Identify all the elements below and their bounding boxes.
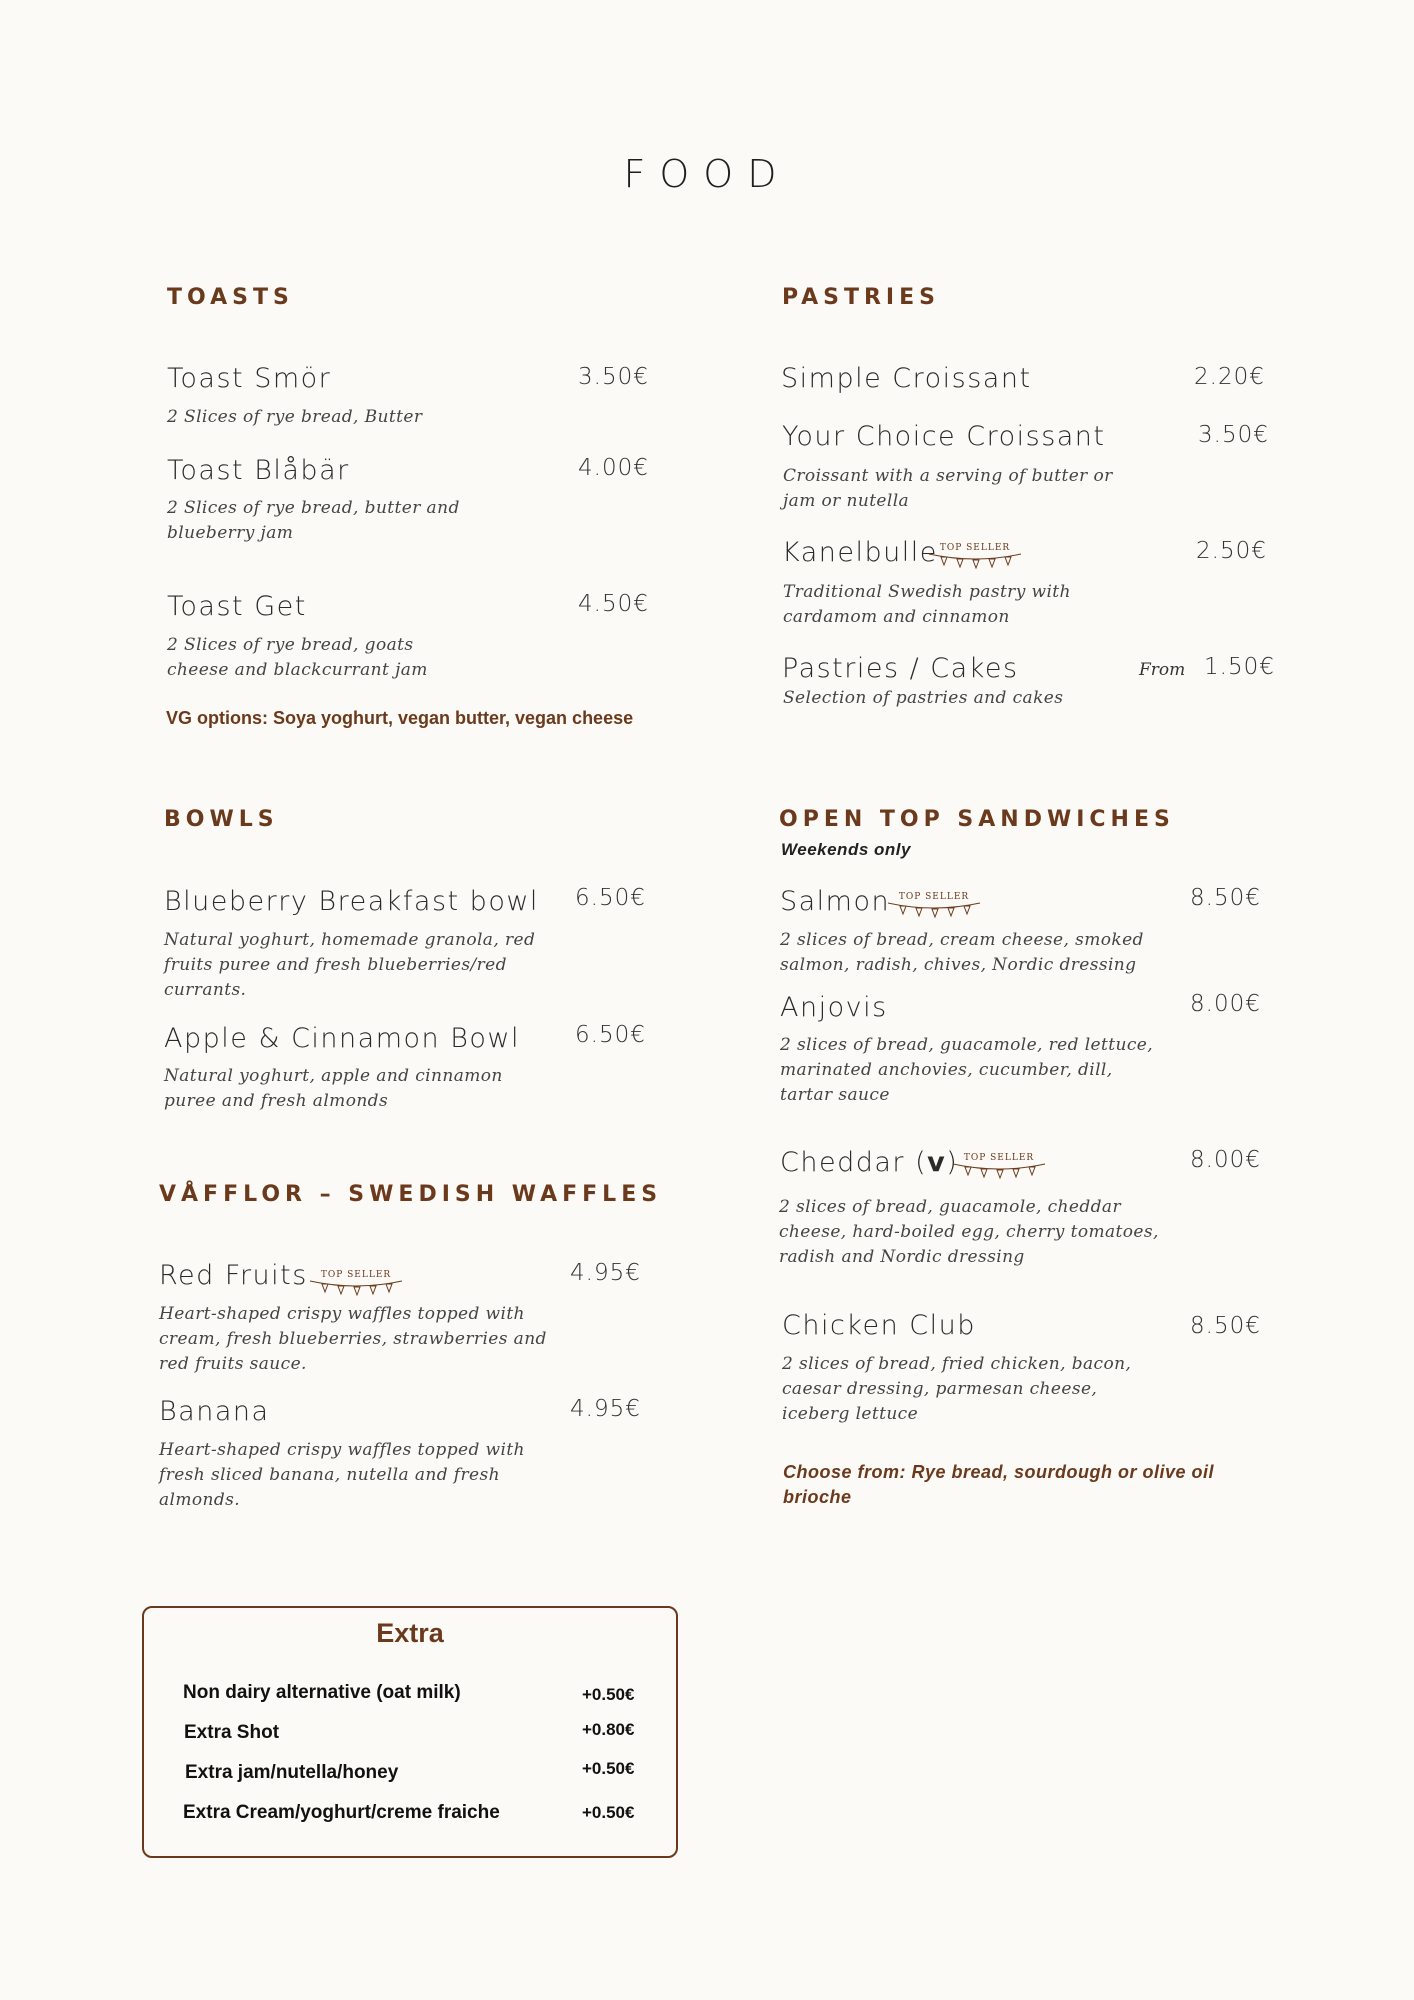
top-seller-bunting-icon [308, 1265, 404, 1303]
menu-item-description: Natural yoghurt, apple and cinnamon puree and fresh almonds [164, 1066, 503, 1111]
extras-title: Extra [376, 1618, 444, 1648]
weekends-only-note: Weekends only [781, 840, 911, 859]
menu-item-price: 8.00€ [1190, 991, 1261, 1017]
section-heading-toasts: TOASTS [167, 285, 294, 310]
menu-item-name: Toast Get [167, 591, 307, 622]
extra-item-name: Extra Cream/yoghurt/creme fraiche [183, 1802, 500, 1823]
menu-item-price: 2.50€ [1196, 538, 1267, 564]
section-heading-pastries: PASTRIES [782, 285, 940, 310]
top-seller-bunting-icon [951, 1148, 1047, 1186]
menu-item-name: Pastries / Cakes [782, 653, 1019, 684]
menu-item-description: Natural yoghurt, homemade granola, red fruits puree and fresh blueberries/red currants. [164, 930, 536, 1000]
menu-item-description: 2 slices of bread, cream cheese, smoked salmon, radish, chives, Nordic dressing [780, 930, 1144, 975]
menu-item-price: 8.00€ [1190, 1147, 1261, 1173]
menu-item-price: 4.50€ [578, 591, 649, 617]
menu-item-price: 8.50€ [1190, 885, 1261, 911]
menu-item-price: 4.95€ [570, 1260, 641, 1286]
menu-item-name: Salmon [780, 886, 891, 917]
menu-item-description: Heart-shaped crispy waffles topped with cream, fresh blueberries, strawberries and red fruits sauce. [159, 1304, 547, 1374]
menu-item-description: 2 slices of bread, guacamole, cheddar cheese, hard-boiled egg, cherry tomatoes, radish and Nordic dressing [779, 1197, 1159, 1267]
menu-item-name: Red Fruits [159, 1260, 308, 1291]
menu-item-description: 2 slices of bread, guacamole, red lettuce, marinated anchovies, cucumber, dill, tartar sauce [780, 1035, 1154, 1105]
menu-item-name: Simple Croissant [781, 363, 1032, 394]
menu-item-price: 6.50€ [575, 885, 646, 911]
menu-item-price: 3.50€ [1198, 422, 1269, 448]
vegetarian-mark: v [927, 1147, 947, 1178]
menu-item-price: 4.95€ [570, 1396, 641, 1422]
menu-item-description: Heart-shaped crispy waffles topped with fresh sliced banana, nutella and fresh almonds. [159, 1440, 525, 1510]
menu-item-description: 2 Slices of rye bread, Butter [167, 407, 423, 427]
menu-item-price: 6.50€ [575, 1022, 646, 1048]
section-heading-bowls: BOWLS [164, 807, 279, 832]
menu-item-name: Cheddar (v) [780, 1147, 959, 1178]
menu-item-description: Croissant with a serving of butter or jam or nutella [783, 466, 1113, 511]
menu-item-name: Your Choice Croissant [782, 421, 1106, 452]
menu-item-name: Anjovis [780, 992, 888, 1023]
menu-item-description: Selection of pastries and cakes [783, 688, 1064, 708]
section-heading-waffles: VÅFFLOR – SWEDISH WAFFLES [159, 1182, 663, 1207]
bread-choice-note: Choose from: Rye bread, sourdough or olive oil brioche [783, 1462, 1215, 1507]
extra-item-price: +0.50€ [582, 1685, 635, 1704]
menu-item-name: Toast Smör [167, 363, 332, 394]
menu-item-description: 2 slices of bread, fried chicken, bacon, caesar dressing, parmesan cheese, iceberg lettuce [782, 1354, 1132, 1424]
top-seller-bunting-icon [927, 538, 1023, 576]
extra-item-price: +0.50€ [582, 1803, 635, 1822]
vegan-options-note: VG options: Soya yoghurt, vegan butter, vegan cheese [166, 708, 634, 728]
price-prefix: From [1139, 660, 1186, 680]
menu-item-price: 4.00€ [578, 455, 649, 481]
page-title: FOOD [623, 152, 791, 196]
extra-item-name: Extra jam/nutella/honey [185, 1762, 399, 1783]
extra-item-price: +0.50€ [582, 1759, 635, 1778]
menu-item-name: Toast Blåbär [167, 455, 350, 486]
extra-item-name: Non dairy alternative (oat milk) [183, 1682, 461, 1703]
menu-item-name: Blueberry Breakfast bowl [164, 886, 539, 917]
extra-item-name: Extra Shot [184, 1722, 280, 1743]
menu-item-price: 2.20€ [1194, 364, 1265, 390]
menu-item-description: 2 Slices of rye bread, goats cheese and blackcurrant jam [167, 635, 428, 680]
svg-text:TOP SELLER: TOP SELLER [320, 1270, 392, 1280]
menu-item-price: 1.50€ [1204, 654, 1275, 680]
extra-item-price: +0.80€ [582, 1720, 635, 1739]
svg-text:TOP SELLER: TOP SELLER [898, 892, 970, 902]
svg-text:TOP SELLER: TOP SELLER [963, 1153, 1035, 1163]
menu-item-name: Apple & Cinnamon Bowl [164, 1023, 521, 1054]
menu-item-name: Kanelbulle [782, 537, 938, 568]
menu-item-price: 3.50€ [578, 364, 649, 390]
section-heading-sandwiches: OPEN TOP SANDWICHES [779, 807, 1175, 832]
menu-item-description: 2 Slices of rye bread, butter and blueberry jam [167, 498, 460, 543]
menu-item-name: Banana [159, 1396, 270, 1427]
svg-text:TOP SELLER: TOP SELLER [939, 543, 1011, 553]
menu-item-price: 8.50€ [1190, 1313, 1261, 1339]
menu-item-description: Traditional Swedish pastry with cardamom and cinnamon [783, 582, 1071, 627]
top-seller-bunting-icon [886, 887, 982, 925]
menu-item-name: Chicken Club [782, 1310, 976, 1341]
